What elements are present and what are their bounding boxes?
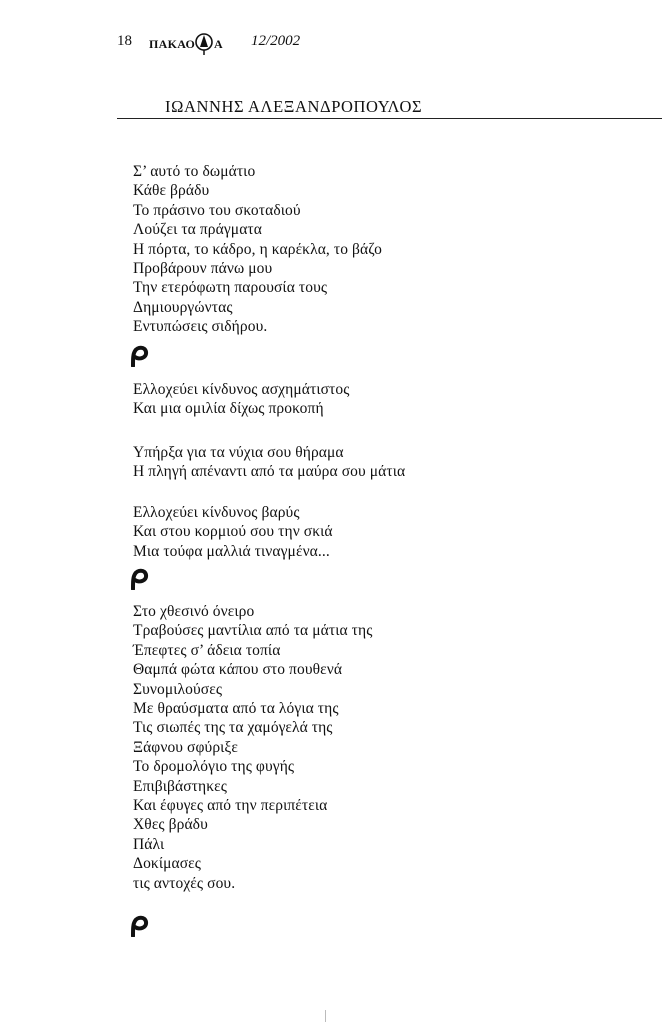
poem-3 [133, 602, 372, 893]
poem-line: Και στου κορμιού σου την σκιά [133, 523, 333, 541]
poem-line: Τις σιωπές της τα χαμόγελά της [133, 719, 333, 737]
poem-line: Με θραύσματα από τα λόγια της [133, 700, 339, 718]
poem-line: Συνομιλούσες [133, 680, 223, 698]
ornament-p-icon [129, 915, 149, 937]
poem-2-stanza-2 [133, 443, 405, 482]
poem-line: Στο χθεσινό όνειρο [133, 603, 255, 620]
poem-line: Έπεφτες σ’ άδεια τοπία [133, 641, 281, 659]
poem-line: Ελλοχεύει κίνδυνος βαρύς [133, 504, 300, 521]
poem-line: Το δρομολόγιο της φυγής [133, 758, 295, 776]
svg-text:Α: Α [214, 37, 223, 51]
poem-line: Το πράσινο του σκοταδιού [133, 201, 301, 219]
poem-line: Εντυπώσεις σιδήρου. [133, 318, 268, 336]
poem-line: Λούζει τα πράγματα [133, 221, 262, 239]
poem-1 [133, 162, 382, 337]
poem-line: Υπήρξα για τα νύχια σου θήραμα [133, 444, 344, 461]
author-name: ΙΩΑΝΝΗΣ ΑΛΕΞΑΝΔΡΟΠΟΥΛΟΣ [165, 97, 423, 116]
poem-line: Δημιουργώντας [133, 298, 233, 316]
page-number: 18 [117, 33, 132, 49]
poem-2-stanza-3 [133, 503, 333, 561]
poem-line: Την ετερόφωτη παρουσία τους [133, 279, 328, 297]
poem-line: Δοκίμασες [133, 855, 202, 873]
poem-line: Και μια ομιλία δίχως προκοπή [133, 400, 324, 418]
ornament-p-icon [129, 345, 149, 367]
poem-line: Θαμπά φώτα κάπου στο πουθενά [133, 661, 343, 679]
ornament-p-icon [129, 568, 149, 590]
issue-date: 12/2002 [251, 33, 301, 49]
poem-line: Επιβιβάστηκες [133, 777, 227, 795]
poem-line: Χθες βράδυ [133, 816, 208, 834]
poem-line: Κάθε βράδυ [133, 182, 210, 200]
poem-line: Η πληγή απέναντι από τα μαύρα σου μάτια [133, 463, 406, 481]
poem-line: Σ’ αυτό το δωμάτιο [133, 163, 256, 180]
poem-line: Μια τούφα μαλλιά τιναγμένα... [133, 542, 330, 560]
poem-line: Και έφυγες από την περιπέτεια [133, 797, 328, 815]
poem-2-stanza-1 [133, 380, 349, 419]
poem-line: Τραβούσες μαντίλια από τα μάτια της [133, 622, 373, 640]
scan-mark [325, 1010, 326, 1022]
poem-line: τις αντοχές σου. [133, 874, 236, 892]
header-divider [117, 118, 662, 119]
poem-line: Πάλι [133, 835, 165, 853]
svg-text:ΠΑΚΑΟ: ΠΑΚΑΟ [149, 37, 196, 51]
magazine-logo [149, 31, 241, 55]
poem-line: Ελλοχεύει κίνδυνος ασχημάτιστος [133, 381, 350, 398]
poem-line: Ξάφνου σφύριξε [133, 738, 239, 756]
poem-line: Προβάρουν πάνω μου [133, 260, 273, 278]
poem-line: Η πόρτα, το κάδρο, η καρέκλα, το βάζο [133, 240, 383, 258]
